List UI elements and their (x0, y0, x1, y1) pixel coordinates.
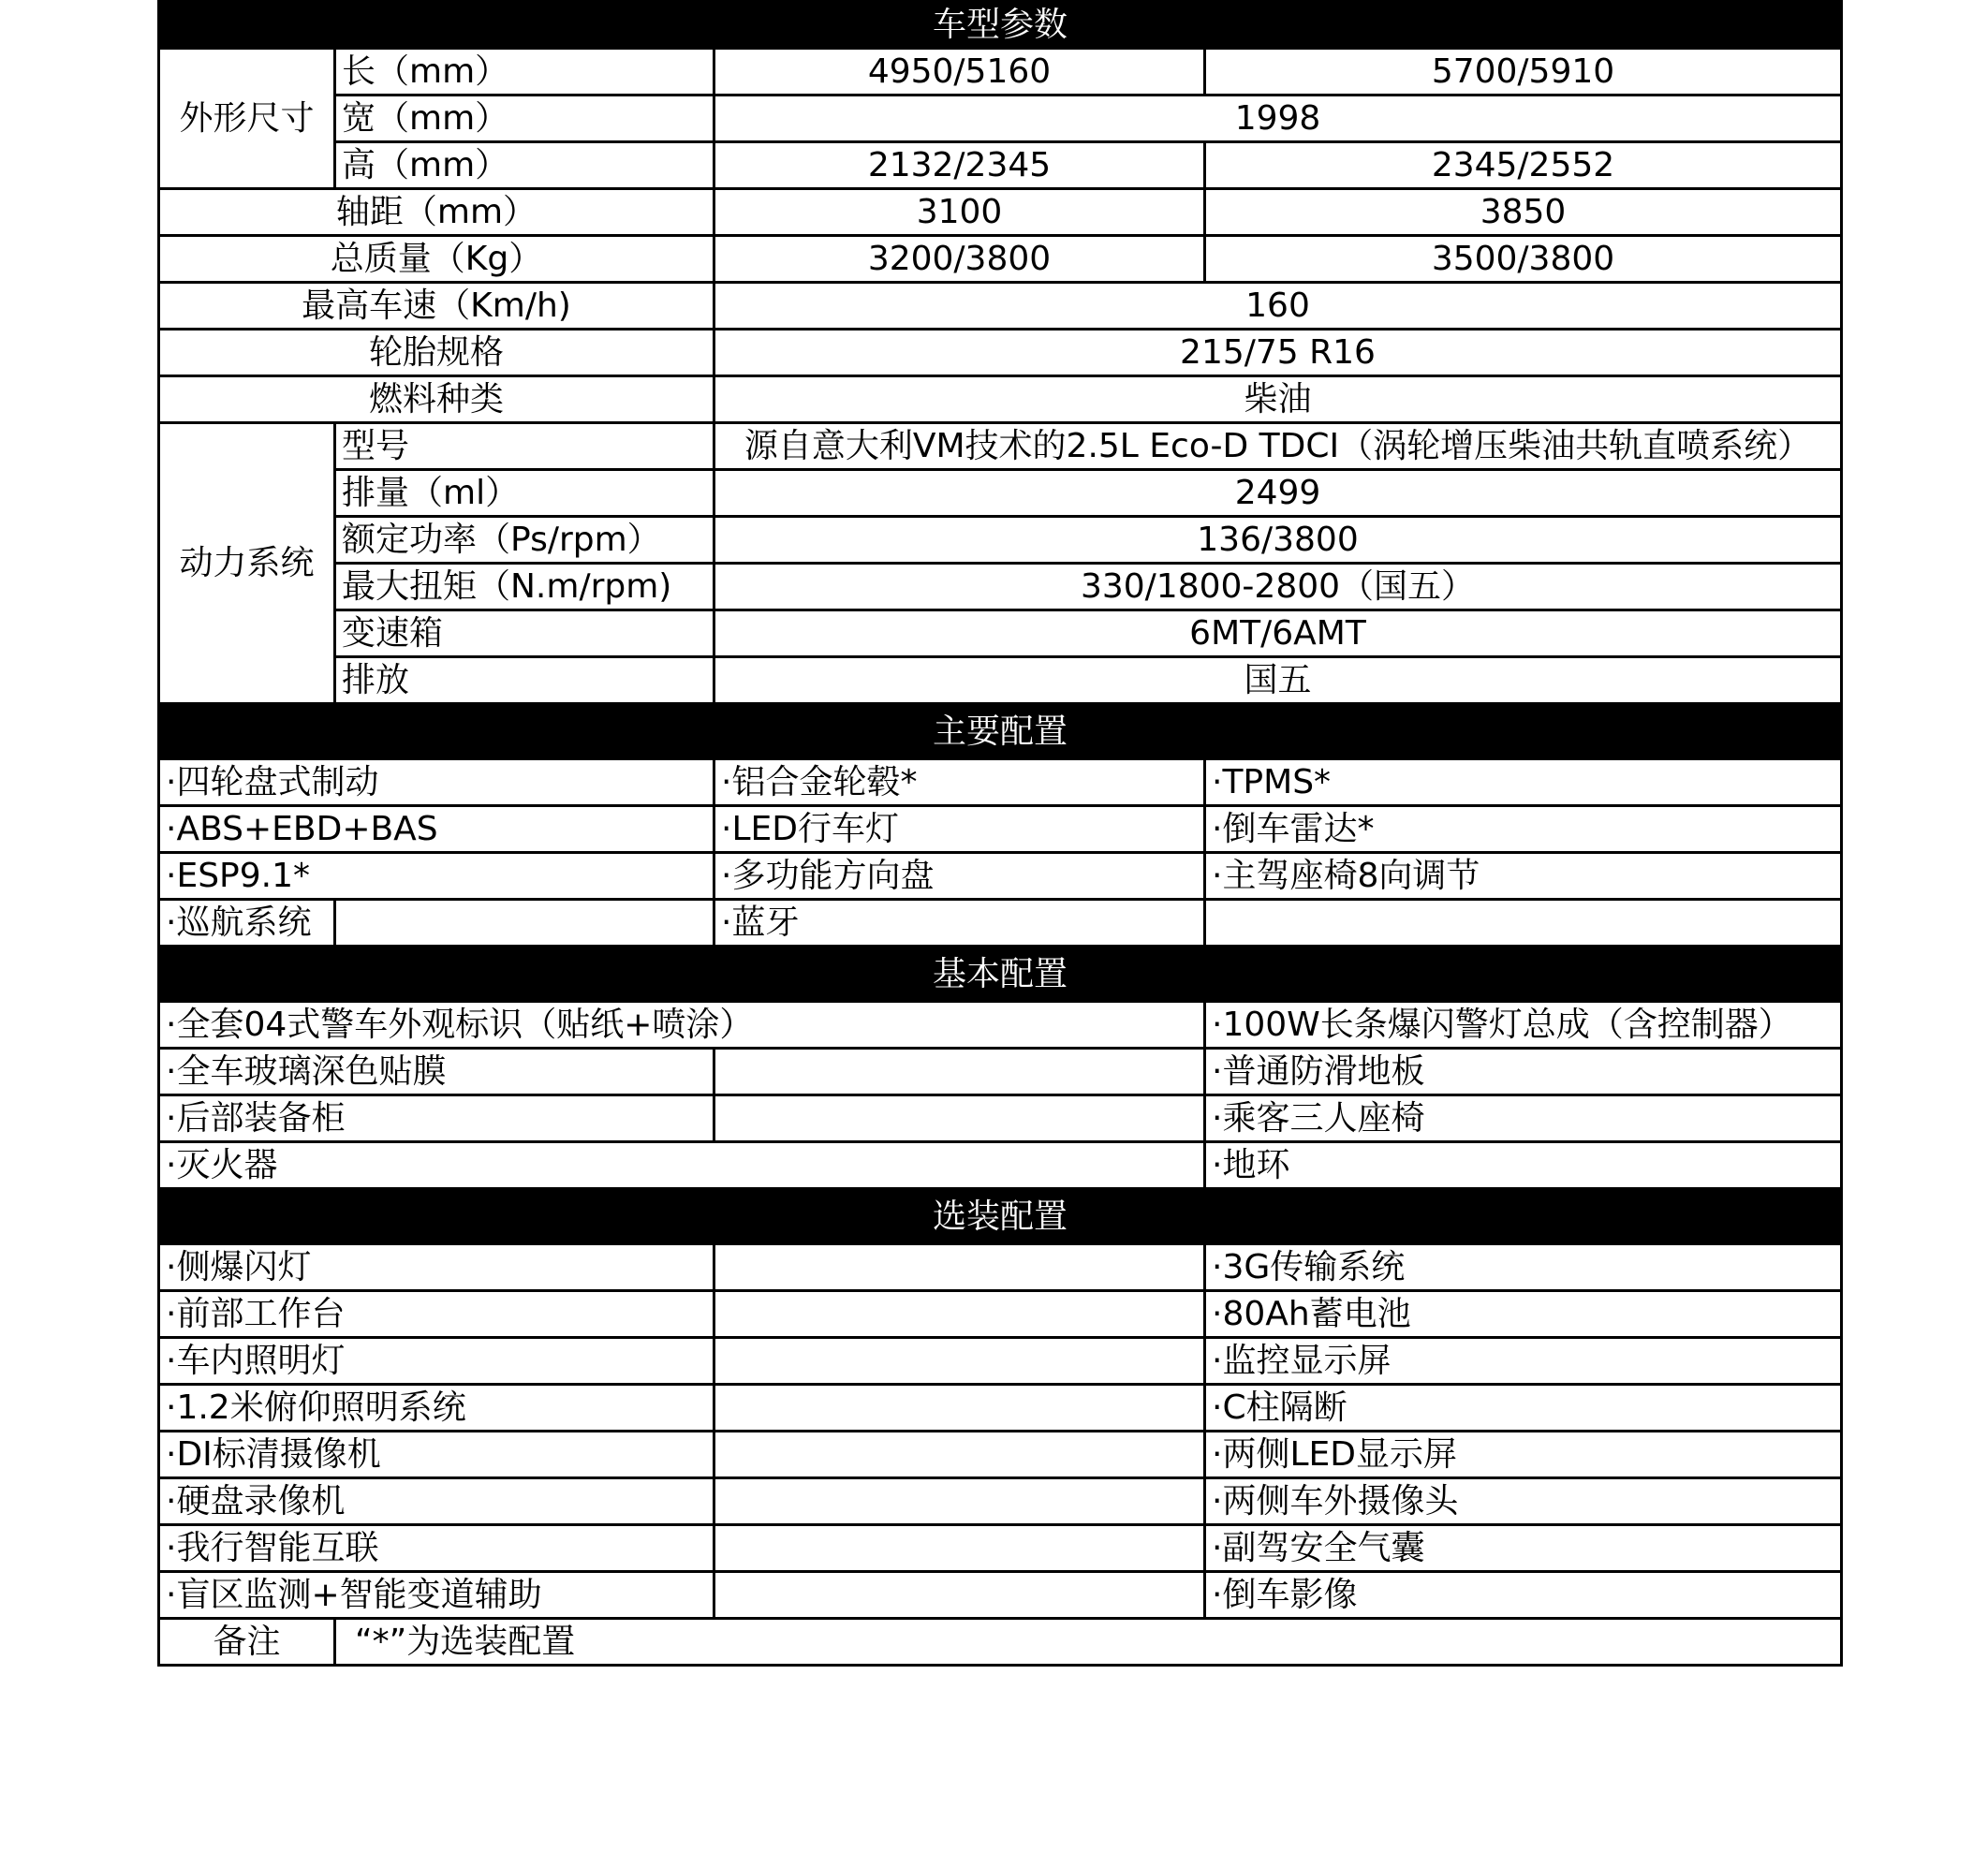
config-item: ·DI标清摄像机 (159, 1432, 714, 1478)
empty-cell (714, 1385, 1205, 1432)
param-row-engine-model (159, 423, 1842, 470)
param-label: 最大扭矩（N.m/rpm) (335, 564, 714, 610)
config-item: ·全套04式警车外观标识（贴纸+喷涂） (159, 1002, 1205, 1049)
config-item: ·两侧LED显示屏 (1205, 1432, 1842, 1478)
config-item: ·全车玻璃深色贴膜 (159, 1049, 714, 1095)
section-header-optional-config (159, 1189, 1842, 1244)
param-value: 160 (714, 283, 1842, 330)
empty-cell (714, 1572, 1205, 1619)
remark-text: “*”为选装配置 (335, 1619, 1842, 1666)
param-value: 源自意大利VM技术的2.5L Eco-D TDCI（涡轮增压柴油共轨直喷系统） (714, 423, 1842, 470)
config-row (159, 853, 1842, 900)
empty-cell (714, 1338, 1205, 1385)
config-row (159, 1385, 1842, 1432)
param-row-displacement (159, 470, 1842, 517)
config-row (159, 1095, 1842, 1142)
config-item: ·ESP9.1* (159, 853, 714, 900)
config-item: ·侧爆闪灯 (159, 1244, 714, 1291)
config-row (159, 1525, 1842, 1572)
config-item: ·100W长条爆闪警灯总成（含控制器） (1205, 1002, 1842, 1049)
param-label: 高（mm） (335, 142, 714, 189)
param-row-gearbox (159, 610, 1842, 657)
category-exterior: 外形尺寸 (159, 49, 335, 189)
param-row-height (159, 142, 1842, 189)
param-label: 变速箱 (335, 610, 714, 657)
param-value: 3100 (714, 189, 1205, 236)
config-item: ·多功能方向盘 (714, 853, 1205, 900)
config-item: ·巡航系统 (159, 900, 335, 947)
param-row-fuel (159, 376, 1842, 423)
config-row (159, 1002, 1842, 1049)
empty-cell (714, 1095, 1205, 1142)
empty-cell (714, 1478, 1205, 1525)
empty-cell (714, 1525, 1205, 1572)
empty-cell (714, 1291, 1205, 1338)
param-value: 3500/3800 (1205, 236, 1842, 283)
config-item: ·3G传输系统 (1205, 1244, 1842, 1291)
config-item: ·硬盘录像机 (159, 1478, 714, 1525)
section-title: 选装配置 (159, 1189, 1842, 1244)
remark-row (159, 1619, 1842, 1666)
param-value: 2132/2345 (714, 142, 1205, 189)
config-row (159, 1478, 1842, 1525)
param-label: 燃料种类 (159, 376, 714, 423)
param-label: 总质量（Kg） (159, 236, 714, 283)
config-item: ·倒车雷达* (1205, 806, 1842, 853)
param-value: 330/1800-2800（国五） (714, 564, 1842, 610)
param-value: 6MT/6AMT (714, 610, 1842, 657)
param-row-tire (159, 330, 1842, 376)
section-header-params (159, 2, 1842, 49)
config-row (159, 1244, 1842, 1291)
section-title: 主要配置 (159, 704, 1842, 759)
config-row (159, 1291, 1842, 1338)
param-label: 宽（mm） (335, 95, 714, 142)
section-title: 基本配置 (159, 947, 1842, 1002)
config-item: ·C柱隔断 (1205, 1385, 1842, 1432)
param-value: 3850 (1205, 189, 1842, 236)
config-item: ·主驾座椅8向调节 (1205, 853, 1842, 900)
remark-label: 备注 (159, 1619, 335, 1666)
config-item: ·倒车影像 (1205, 1572, 1842, 1619)
config-item: ·监控显示屏 (1205, 1338, 1842, 1385)
config-item: ·四轮盘式制动 (159, 759, 714, 806)
config-row (159, 806, 1842, 853)
param-value: 柴油 (714, 376, 1842, 423)
section-title: 车型参数 (159, 2, 1842, 49)
config-item: ·两侧车外摄像头 (1205, 1478, 1842, 1525)
param-label: 额定功率（Ps/rpm） (335, 517, 714, 564)
empty-cell (714, 1049, 1205, 1095)
config-row (159, 1572, 1842, 1619)
param-row-length (159, 49, 1842, 95)
param-label: 长（mm） (335, 49, 714, 95)
spec-table (157, 0, 1843, 1667)
param-value: 1998 (714, 95, 1842, 142)
config-item: ·蓝牙 (714, 900, 1205, 947)
empty-cell (335, 900, 714, 947)
config-item: ·后部装备柜 (159, 1095, 714, 1142)
config-item: ·ABS+EBD+BAS (159, 806, 714, 853)
config-row (159, 1049, 1842, 1095)
empty-cell (1205, 900, 1842, 947)
param-row-speed (159, 283, 1842, 330)
config-row (159, 1432, 1842, 1478)
config-item: ·1.2米俯仰照明系统 (159, 1385, 714, 1432)
param-label: 排放 (335, 657, 714, 704)
param-label: 最高车速（Km/h) (159, 283, 714, 330)
config-item: ·盲区监测+智能变道辅助 (159, 1572, 714, 1619)
param-label: 轴距（mm） (159, 189, 714, 236)
param-row-torque (159, 564, 1842, 610)
config-row (159, 900, 1842, 947)
empty-cell (714, 1432, 1205, 1478)
config-row (159, 1338, 1842, 1385)
param-value: 国五 (714, 657, 1842, 704)
param-value: 215/75 R16 (714, 330, 1842, 376)
param-row-mass (159, 236, 1842, 283)
config-item: ·铝合金轮毂* (714, 759, 1205, 806)
param-value: 136/3800 (714, 517, 1842, 564)
config-item: ·80Ah蓄电池 (1205, 1291, 1842, 1338)
config-item: ·LED行车灯 (714, 806, 1205, 853)
param-value: 5700/5910 (1205, 49, 1842, 95)
empty-cell (714, 1244, 1205, 1291)
config-item: ·车内照明灯 (159, 1338, 714, 1385)
param-label: 型号 (335, 423, 714, 470)
section-header-main-config (159, 704, 1842, 759)
config-item: ·TPMS* (1205, 759, 1842, 806)
config-row (159, 1142, 1842, 1189)
config-item: ·乘客三人座椅 (1205, 1095, 1842, 1142)
config-item: ·我行智能互联 (159, 1525, 714, 1572)
param-label: 排量（ml） (335, 470, 714, 517)
config-item: ·地环 (1205, 1142, 1842, 1189)
config-item: ·前部工作台 (159, 1291, 714, 1338)
config-item: ·普通防滑地板 (1205, 1049, 1842, 1095)
param-row-width (159, 95, 1842, 142)
param-value: 2345/2552 (1205, 142, 1842, 189)
param-label: 轮胎规格 (159, 330, 714, 376)
param-row-emission (159, 657, 1842, 704)
section-header-basic-config (159, 947, 1842, 1002)
param-value: 2499 (714, 470, 1842, 517)
param-row-power (159, 517, 1842, 564)
config-item: ·灭火器 (159, 1142, 1205, 1189)
config-row (159, 759, 1842, 806)
param-value: 3200/3800 (714, 236, 1205, 283)
param-row-wheelbase (159, 189, 1842, 236)
config-item: ·副驾安全气囊 (1205, 1525, 1842, 1572)
param-value: 4950/5160 (714, 49, 1205, 95)
category-power: 动力系统 (159, 423, 335, 704)
